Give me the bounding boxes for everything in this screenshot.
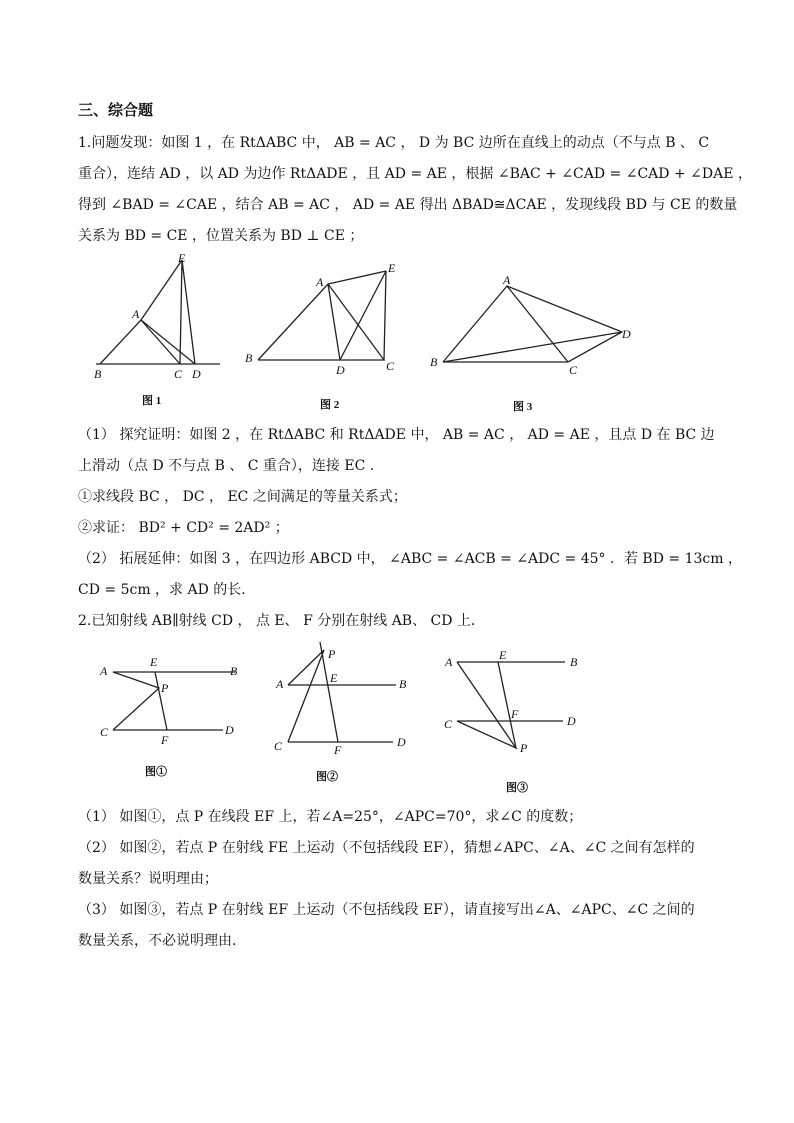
figc2-label-c: C bbox=[274, 739, 283, 753]
figure-circled-1 bbox=[95, 650, 255, 785]
problem2-sub-line-2: （2） 如图②，若点 P 在射线 FE 上运动（不包括线段 EF），猜想∠APC、∠A、∠C 之间有怎样的 bbox=[78, 840, 695, 856]
figc1-caption: 图① bbox=[145, 766, 167, 778]
fig1-label-c: C bbox=[174, 367, 183, 381]
fig1-segment-ec bbox=[180, 260, 182, 364]
figc2-caption: 图② bbox=[316, 771, 338, 783]
fig3-diagonal-ac bbox=[507, 286, 568, 362]
fig1-segment-ac bbox=[141, 320, 180, 364]
figc3-label-d: D bbox=[567, 714, 576, 728]
fig3-label-c: C bbox=[569, 363, 578, 377]
figc2-path-apc bbox=[288, 650, 324, 742]
problem1-line-1: 1.问题发现：如图 1 ，在 RtΔABC 中， AB = AC ， D 为 BC 边所在直线上的动点（不与点 B 、 C bbox=[78, 135, 710, 151]
fig1-label-b: B bbox=[94, 367, 102, 381]
problem1-sub-line-6: CD = 5cm ，求 AD 的长． bbox=[78, 582, 256, 598]
figc1-label-b: B bbox=[230, 664, 238, 678]
figc1-path-apc bbox=[113, 672, 159, 730]
fig2-label-c: C bbox=[386, 359, 395, 373]
figc2-label-f: F bbox=[334, 743, 342, 757]
fig2-caption: 图 2 bbox=[320, 399, 340, 411]
fig3-label-d: D bbox=[622, 327, 631, 341]
figc1-label-e: E bbox=[150, 655, 158, 669]
fig2-triangle-abc bbox=[258, 284, 384, 360]
figure-circled-2 bbox=[268, 638, 418, 788]
problem2-sub-line-1: （1） 如图①，点 P 在线段 EF 上，若∠A=25°，∠APC=70°，求∠C 的度数； bbox=[78, 809, 583, 825]
section-title: 三、综合题 bbox=[78, 101, 154, 119]
figc1-label-d: D bbox=[225, 723, 234, 737]
fig1-label-a: A bbox=[132, 307, 140, 321]
figure-3 bbox=[425, 270, 635, 418]
problem1-sub-line-1: （1） 探究证明：如图 2 ，在 RtΔABC 和 RtΔADE 中， AB = AC ， AD = AE ，且点 D 在 BC 边 bbox=[78, 427, 715, 443]
fig2-label-e: E bbox=[388, 261, 396, 275]
fig3-caption: 图 3 bbox=[513, 401, 533, 413]
fig2-segment-ae bbox=[328, 271, 386, 284]
figc3-caption: 图③ bbox=[506, 782, 528, 794]
fig1-segment-ab bbox=[100, 320, 141, 364]
figc1-label-p: P bbox=[161, 681, 169, 695]
figc3-label-f: F bbox=[511, 707, 519, 721]
problem1-sub-line-2: 上滑动（点 D 不与点 B 、 C 重合），连接 EC . bbox=[78, 458, 375, 474]
figc2-label-p: P bbox=[328, 647, 336, 661]
fig3-label-a: A bbox=[503, 273, 511, 287]
figc3-label-b: B bbox=[570, 655, 578, 669]
problem2-sub-line-3: 数量关系？说明理由； bbox=[78, 871, 218, 887]
figc1-label-f: F bbox=[161, 733, 169, 747]
figc1-label-c: C bbox=[100, 725, 109, 739]
fig2-segment-ec bbox=[384, 271, 386, 360]
figc1-label-a: A bbox=[100, 664, 108, 678]
problem2-sub-line-5: 数量关系，不必说明理由． bbox=[78, 933, 246, 949]
figc3-label-e: E bbox=[499, 648, 507, 662]
fig1-segment-ed bbox=[182, 260, 195, 364]
problem2-intro: 2.已知射线 AB∥射线 CD ， 点 E、 F 分别在射线 AB、 CD 上． bbox=[78, 613, 485, 629]
figc2-label-d: D bbox=[397, 735, 406, 749]
problem1-sub-line-4: ②求证： BD² + CD² = 2AD² ； bbox=[78, 520, 289, 536]
fig1-segment-ae bbox=[141, 260, 182, 320]
figc2-label-e: E bbox=[330, 671, 338, 685]
figure-1 bbox=[80, 252, 230, 417]
figc2-label-b: B bbox=[399, 677, 407, 691]
problem1-sub-line-5: （2） 拓展延伸：如图 3 ，在四边形 ABCD 中， ∠ABC = ∠ACB = ∠ADC = 45° ．若 BD = 13cm ， bbox=[78, 551, 742, 567]
fig2-segment-ad bbox=[328, 284, 340, 360]
fig3-label-b: B bbox=[430, 355, 438, 369]
problem1-line-3: 得到 ∠BAD = ∠CAE ，结合 AB = AC ， AD = AE 得出 ΔBAD≅ΔCAE ，发现线段 BD 与 CE 的数量 bbox=[78, 197, 738, 213]
fig1-caption: 图 1 bbox=[142, 395, 162, 407]
figure-circled-3 bbox=[440, 648, 600, 800]
fig2-label-d: D bbox=[336, 363, 345, 377]
fig1-label-e: E bbox=[178, 252, 186, 265]
problem1-line-4: 关系为 BD = CE ，位置关系为 BD ⊥ CE ； bbox=[78, 228, 364, 244]
problem1-sub-line-3: ①求线段 BC ， DC ， EC 之间满足的等量关系式； bbox=[78, 489, 407, 505]
figc3-label-c: C bbox=[444, 717, 453, 731]
fig1-segment-ad bbox=[141, 320, 195, 364]
problem1-line-2: 重合），连结 AD ，以 AD 为边作 RtΔADE ，且 AD = AE ，根据 ∠BAC + ∠CAD = ∠CAD + ∠DAE ， bbox=[78, 166, 752, 182]
problem2-sub-line-4: （3） 如图③，若点 P 在射线 EF 上运动（不包括线段 EF），请直接写出∠A、∠APC、∠C 之间的 bbox=[78, 902, 695, 918]
fig1-label-d: D bbox=[192, 367, 201, 381]
figc3-label-a: A bbox=[445, 655, 453, 669]
figure-2 bbox=[240, 258, 410, 418]
figc2-label-a: A bbox=[276, 677, 284, 691]
fig2-segment-ed bbox=[340, 271, 386, 360]
fig2-label-b: B bbox=[245, 351, 253, 365]
figc3-label-p: P bbox=[520, 741, 528, 755]
fig3-quadrilateral-abcd bbox=[443, 286, 622, 362]
fig2-label-a: A bbox=[316, 275, 324, 289]
